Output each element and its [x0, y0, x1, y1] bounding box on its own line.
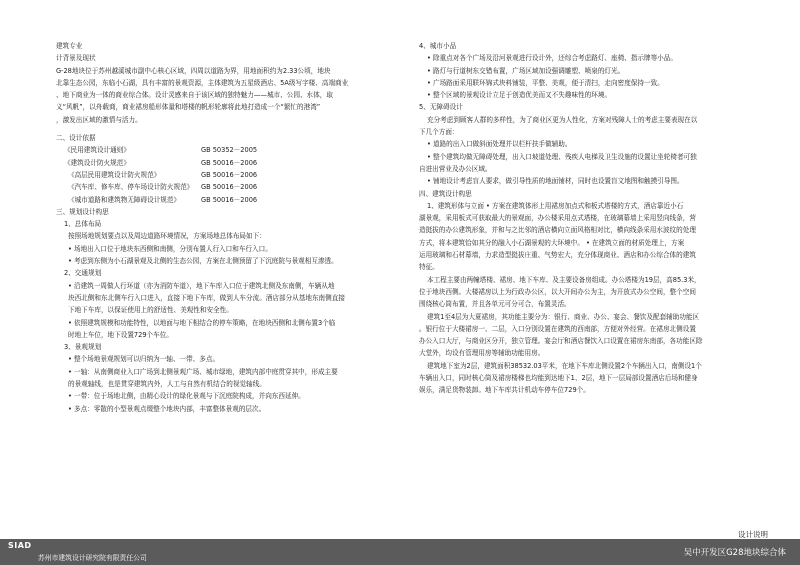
paragraph-line: • 铺地设计考虑盲人要求，做引导性质的地面铺材，同时也设置盲文地图和触摸引导图。	[427, 177, 684, 186]
paragraph-line: 时地上车位，地下设置729个车位。	[68, 330, 173, 339]
paragraph-line: • 整个建筑均做无障碍处理，出入口坡道处理、残疾人电梯及卫生设施的设置让坐轮椅者可独	[427, 152, 697, 161]
standard-name: 《汽车库、修车库、停车场设计防火规范》	[68, 183, 194, 192]
standard-code: GB 50016－2006	[201, 183, 258, 192]
paragraph-line: • 考虑到东侧为小石湖景观及北侧的生态公园，方案在北侧预留了下沉庭院与景观相互渗透。	[68, 257, 338, 266]
paragraph-line: • 路灯与行道树东交错布置，广场区域加设强调雕塑、喷泉的灯光。	[427, 66, 625, 75]
paragraph-line: • 多点：零散的小型景观点缀整个地块内部，丰富整体景观的层次。	[68, 404, 266, 413]
paragraph-line: 充分考虑到顾客人群的多样性，为了商业区更为人性化，方案对残障人士的考虑主要表现在以	[427, 115, 698, 124]
paragraph-line: 。银行位于大楼裙房一、二层，入口分别设置在建筑的西南部，方便对外经营。在裙房北侧设置	[419, 324, 696, 333]
paragraph-line: 湖景观，采用板式可获取最大的景观面，办公楼采用点式塔楼，在玻璃幕墙上采用竖向线条，营	[419, 214, 696, 223]
paragraph-line: 的景观轴线，也是贯穿建筑内外，人工与自然有机结合的视觉轴线。	[68, 380, 266, 389]
paragraph-line: 车辆出入口，同时核心筒及裙房楼梯也均能到达地下1、2层，地下一层局部设置酒店后场和健身	[419, 374, 698, 383]
paragraph-line: 下地下车库，以保证使用上的舒适性、美观性和安全性。	[68, 306, 233, 315]
right-column	[419, 40, 769, 397]
paragraph-line: 1、建筑形体与立面 • 方案在建筑体形上用裙房加点式和板式塔楼的方式，酒店靠近小石	[427, 201, 684, 210]
paragraph-line: 北靠生态公园，东临小石湖，具有丰富的景观资源，主体建筑为五星级酒店、5A级写字楼、高端商业	[56, 78, 349, 87]
standard-code: GB 50016－2006	[201, 170, 258, 179]
paragraph-line: 运用玻璃和石材幕墙，力求造型挺拔庄重、气势宏大，充分体现商业、酒店和办公综合体的建筑	[419, 251, 696, 260]
paragraph-line: 自进出营业及办公区域。	[419, 164, 492, 173]
standard-entry	[56, 194, 386, 206]
footer-bar	[0, 539, 800, 565]
standard-name: 《城市道路和建筑物无障碍设计规范》	[68, 195, 181, 204]
section-heading: 四、建筑设计构思	[419, 189, 472, 198]
standard-code: GB 50016－2006	[201, 158, 258, 167]
section-heading: 三、规划设计构思	[56, 207, 109, 216]
paragraph-line: 按照场地规划要点以及周边道路环境情况，方案场地总体布局如下：	[68, 232, 266, 241]
paragraph-line: 下几个方面：	[419, 128, 459, 137]
paragraph-line: 义“风帆”，以舟载商，商业裙房船形体量和塔楼的帆形轮廓将此地打造成一个“繁忙的港湾”	[56, 103, 321, 112]
standard-entry	[56, 181, 386, 193]
paragraph-line: 建筑1至4层为大夏裙房，其功能主要分为：银行、商业、办公、宴会、餐饮及配套辅助功能区	[427, 312, 700, 321]
section-heading: 计背景及现状	[56, 54, 96, 63]
section-heading: 建筑专业	[56, 42, 83, 50]
siad-logo: SIAD	[8, 541, 32, 550]
standard-entry	[56, 169, 386, 181]
project-title: 吴中开发区G28地块综合体	[683, 548, 786, 558]
section-heading: 5、无障碍设计	[419, 103, 463, 112]
left-column	[56, 40, 386, 415]
paragraph-line: 大堂外，均设有管理用房等辅助功能用房。	[419, 349, 545, 358]
paragraph-line: • 场地出入口位于地块东西侧和南侧，分别布置人行入口和车行入口。	[68, 244, 272, 253]
paragraph-line: • 沿建筑一周做人行环道（亦为消防车道），地下车库入口位于建筑北侧及东南侧，车辆从地	[68, 281, 335, 290]
paragraph-line: • 整个区域的景观设计立足于创造优美而又不失趣味性的环境。	[427, 91, 612, 100]
section-label: 设计说明	[738, 530, 768, 539]
paragraph-line: 块西北侧和东北侧车行入口进入，直接下地下车库，做到人车分流。酒店部分从基地东南侧直接	[68, 293, 345, 302]
section-heading: 3、景观规划	[64, 343, 102, 352]
standard-name: 《民用建筑设计通则》	[64, 146, 130, 155]
standard-entry	[56, 157, 386, 169]
standard-code: GB 50016－2006	[201, 195, 258, 204]
section-heading: 2、交通规划	[64, 269, 102, 278]
paragraph-line: 建筑地下室为2层，建筑面积38532.03平米，在地下车库北侧设置2个车辆出入口，南侧设1个	[427, 361, 702, 370]
paragraph-line: • 除重点对各个广场及沿河景观进行设计外，还综合考虑路灯、座椅、指示牌等小品。	[427, 54, 677, 63]
paragraph-line: • 依照建筑规模和功能特性，以地面与地下相结合的停车策略，在地块西侧和北侧布置3个临	[68, 318, 336, 327]
paragraph-line: • 广场路面采用联环锦式块料铺装，平整、美观，便于清扫，走向密度保持一致。	[427, 78, 664, 87]
standard-code: GB 50352－2005	[201, 146, 258, 155]
paragraph-line: 特征。	[419, 263, 439, 272]
section-heading: 1、总体布局	[64, 220, 102, 229]
paragraph-line: G-28地块位于苏州越溪城市副中心核心区域，四周以道路为界，用地面积约为2.33公顷，地块	[56, 66, 331, 75]
section-heading: 二、设计依据	[56, 134, 96, 143]
paragraph-line: • 道路的出入口做斜面处理并以栏杆扶手做辅助。	[427, 140, 572, 149]
standard-name: 《高层民用建筑设计防火规范》	[68, 170, 161, 179]
paragraph-line: 围绕核心筒布置，并且各单元可分可合，布置灵活。	[419, 300, 571, 309]
paragraph-line: • 一轴：从南侧商业入口广场到北侧景观广场、城市绿地，建筑内部中庭贯穿其中，形成主要	[68, 367, 338, 376]
paragraph-line: ，激发出区域的激情与活力。	[56, 115, 142, 124]
paragraph-line: 本工程主要由两幢塔楼、裙房、地下车库、及主要设备房组成。办公塔楼为19层，高85.3米，	[427, 275, 701, 284]
paragraph-line: 办公入口大厅，与商业区分开，独立管理。宴会厅和酒店餐饮入口设置在裙房东南部，各功能区除	[419, 337, 703, 346]
section-heading: 4、城市小品	[419, 42, 457, 50]
standard-entry	[56, 144, 386, 156]
company-name: 苏州市建筑设计研究院有限责任公司	[38, 554, 147, 562]
paragraph-line: 、地下商业为一体的商业综合体。设计灵感来自于该区域的独特魅力——城市、公园、水体，取	[56, 91, 333, 100]
paragraph-line: • 整个场地景观规划可以归纳为一轴、一带、多点。	[68, 355, 220, 364]
paragraph-line: 娱乐，满足货物装卸。地下车库共计机动车停车位729个。	[419, 386, 590, 395]
paragraph-line: • 一带：位于场地北侧，由精心设计的绿化景观与下沉庭院构成，并向东西延伸。	[68, 392, 305, 401]
paragraph-line: 位于地块西侧。大楼裙房以上为行政办公区，以大开间办公为主，为开放式办公空间，整个空间	[419, 287, 696, 296]
paragraph-line: 方式，将本建筑恰如其分的融入小石湖景观的大环境中。 • 在建筑立面的材质处理上，方案	[419, 238, 685, 247]
paragraph-line: 造挺拔的办公建筑形象，并和与之比邻的酒店横向立面风格相对比，横向线条采用水波纹的处理	[419, 226, 696, 235]
standard-name: 《建筑设计防火规范》	[64, 158, 130, 167]
